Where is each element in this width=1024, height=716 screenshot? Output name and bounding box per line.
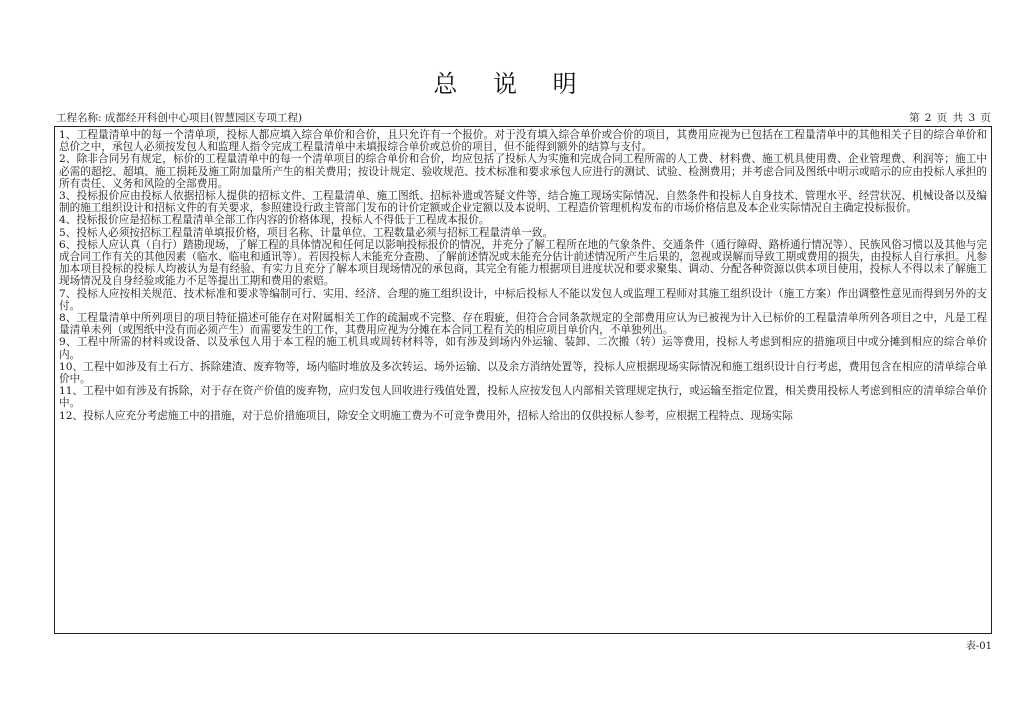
clause-1: 1、工程量清单中的每一个清单项，投标人都应填入综合单价和合价，且只允许有一个报价。对于没有填入综合单价或合价的项目，其费用应视为已包括在工程量清单中的其他相关子目的综合单价和总价之中，承包人必须按发包人和监理人指令完成工程量清单中未填报综合单价或总价的项目，但不能得到额外的结算与支付。 xyxy=(59,129,987,154)
clause-6: 6、投标人应认真（自行）踏勘现场，了解工程的具体情况和任何足以影响投标报价的情况，并充分了解工程所在地的气象条件、交通条件（通行障碍、路桥通行情况等）、民族风俗习惯以及其他与完成合同工作有关的其他因素（临水、临电和通讯等）。若因投标人未能充分查勘、了解前述情况或未能充分估计前述情况所产生后果的，忽视或误解而导致工期或费用的损失，由投标人自行承担。凡参加本项目投标的投标人均被认为是有经验、有实力且充分了解本项目现场情况的承包商，其完全有能力根据项目进度状况和要求聚集、调动、分配各种资源以供本项目使用，投标人不得以未了解施工现场情况及自身经验或能力不足等提出工期和费用的索赔。 xyxy=(59,238,987,288)
document-header-row xyxy=(56,110,992,126)
clause-5: 5、投标人必须按招标工程量清单填报价格，项目名称、计量单位、工程数量必须与招标工程量清单一致。 xyxy=(59,226,554,239)
clause-7: 7、投标人应按相关规范、技术标准和要求等编制可行、实用、经济、合理的施工组织设计，中标后投标人不能以发包人或监理工程师对其施工组织设计（施工方案）作出调整性意见而得到另外的支付。 xyxy=(59,287,987,312)
page-number: 第 2 页 共 3 页 xyxy=(908,112,992,124)
clause-12: 12、投标人应充分考虑施工中的措施，对于总价措施项目，除安全文明施工费为不可竞争费用外，招标人给出的仅供投标人参考，应根据工程特点、现场实际 xyxy=(59,409,793,422)
clause-11: 11、工程中如有涉及有拆除，对于存在资产价值的废弃物，应归发包人回收进行残值处置，投标人应按发包人内部相关管理规定执行，或运输至指定位置，相关费用投标人考虑到相应的清单综合单价中。 xyxy=(59,385,987,410)
clause-4: 4、投标报价应是招标工程量清单全部工作内容的价格体现，投标人不得低于工程成本报价。 xyxy=(59,214,490,227)
clause-10: 10、工程中如涉及有土石方、拆除建渣、废弃物等，场内临时堆放及多次转运、场外运输、以及余方消纳处置等，投标人应根据现场实际情况和施工组织设计自行考虑，费用包含在相应的清单综合单价中。 xyxy=(59,360,987,386)
clause-9: 9、工程中所需的材料或设备、以及承包人用于本工程的施工机具或周转材料等，如有涉及到场内外运输、装卸、二次搬（转）运等费用，投标人考虑到相应的措施项目中或分摊到相应的综合单价内。 xyxy=(59,336,987,361)
clause-2: 2、除非合同另有规定，标价的工程量清单中的每一个清单项目的综合单价和合价，均应包括了投标人为实施和完成合同工程所需的人工费、材料费、施工机具使用费、企业管理费、利润等；施工中必需的超挖、超填、施工损耗及施工附加量所产生的相关费用；按设计规定、验收规范、技术标准和要求承包人应进行的测试、试验、检测费用；并考虑合同及图纸中明示或暗示的应由投标人承担的所有责任、义务和风险的全部费用。 xyxy=(59,153,987,190)
project-name: 工程名称: 成都经开科创中心项目(智慧园区专项工程) xyxy=(56,112,303,124)
general-description-box xyxy=(54,126,992,634)
page-title: 总 说 明 xyxy=(433,70,591,98)
form-code: 表-01 xyxy=(965,641,992,652)
clause-8: 8、工程量清单中所列项目的项目特征描述可能存在对附属相关工作的疏漏或不完整、存在瑕疵，但符合合同条款规定的全部费用应认为已被视为计入已标价的工程量清单所列各项目之中，凡是工程量清单未列（或图纸中没有而必须产生）而需要发生的工作，其费用应视为分摊在本合同工程有关的相应项目单价内，不单独列出。 xyxy=(59,312,987,337)
clause-3: 3、投标报价应由投标人依据招标人提供的招标文件、工程量清单、施工图纸、招标补遗或答疑文件等，结合施工现场实际情况、自然条件和投标人自身技术、管理水平、经营状况、机械设备以及编制的施工组织设计和招标文件的有关要求，参照建设行政主管部门发布的计价定额或企业定额以及本说明、工程造价管理机构发布的市场价格信息及本企业实际情况自主确定投标报价。 xyxy=(59,190,987,215)
